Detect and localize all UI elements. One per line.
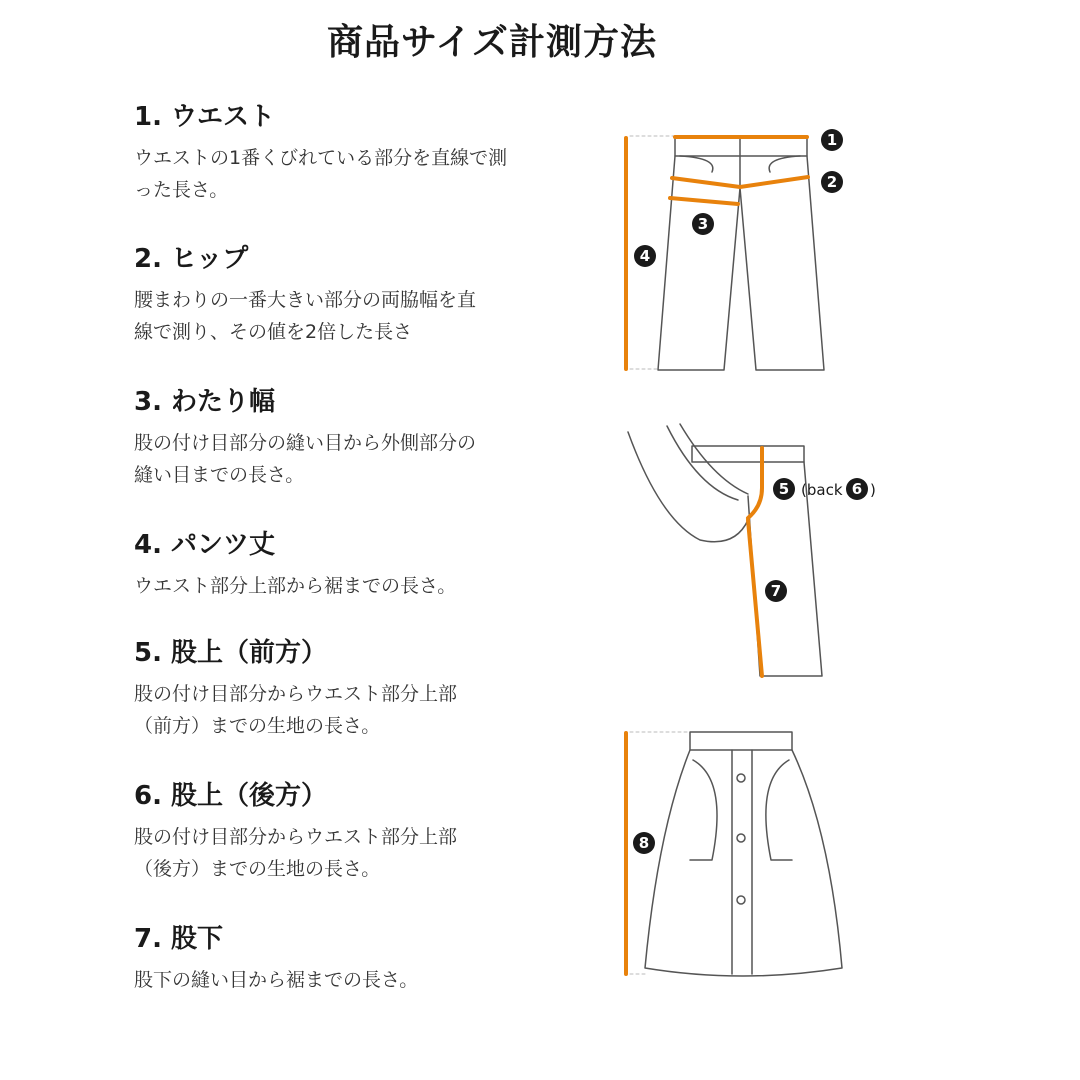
item-heading: 7. 股下 bbox=[134, 924, 224, 954]
item-description: ウエストの1番くびれている部分を直線で測 った長さ。 bbox=[134, 147, 508, 201]
svg-text:2: 2 bbox=[826, 173, 838, 191]
item-inseam bbox=[134, 922, 554, 996]
item-pants-length bbox=[134, 528, 554, 602]
pants-side-illustration bbox=[628, 424, 822, 676]
svg-text:8: 8 bbox=[638, 834, 650, 852]
item-heading: 1. ウエスト bbox=[134, 102, 276, 132]
item-waist bbox=[134, 100, 554, 206]
marker-8 bbox=[633, 832, 655, 854]
marker-1 bbox=[821, 129, 843, 151]
item-heading: 3. わたり幅 bbox=[134, 387, 276, 417]
marker-2 bbox=[821, 171, 843, 193]
item-heading: 2. ヒップ bbox=[134, 244, 249, 274]
svg-text:3: 3 bbox=[697, 215, 709, 233]
back-label: (back bbox=[801, 481, 843, 499]
item-hip bbox=[134, 242, 554, 348]
marker-5 bbox=[773, 478, 795, 500]
svg-text:1: 1 bbox=[826, 131, 838, 149]
item-description: ウエスト部分上部から裾までの長さ。 bbox=[134, 575, 457, 597]
marker-3 bbox=[692, 213, 714, 235]
svg-text:7: 7 bbox=[770, 582, 782, 600]
thigh-line bbox=[670, 198, 738, 204]
svg-text:6: 6 bbox=[851, 480, 863, 498]
item-thigh-width bbox=[134, 385, 554, 491]
item-heading: 4. パンツ丈 bbox=[134, 530, 276, 560]
back-label-close: ) bbox=[870, 481, 876, 499]
svg-text:4: 4 bbox=[639, 247, 651, 265]
item-front-rise bbox=[134, 636, 554, 742]
skirt-illustration bbox=[630, 732, 842, 976]
measurement-diagram bbox=[600, 120, 900, 990]
inseam-line bbox=[748, 520, 762, 676]
item-heading: 5. 股上（前方） bbox=[134, 638, 328, 668]
page-title: 商品サイズ計測方法 bbox=[326, 22, 658, 63]
item-heading: 6. 股上（後方） bbox=[134, 781, 328, 811]
item-description: 腰まわりの一番大きい部分の両脇幅を直 線で測り、その値を2倍した長さ bbox=[134, 289, 477, 343]
marker-7 bbox=[765, 580, 787, 602]
item-description: 股下の縫い目から裾までの長さ。 bbox=[134, 969, 419, 991]
svg-text:5: 5 bbox=[778, 480, 790, 498]
pants-front-illustration bbox=[630, 136, 824, 370]
marker-4 bbox=[634, 245, 656, 267]
diagram-svg bbox=[600, 120, 900, 990]
item-description: 股の付け目部分からウエスト部分上部 （前方）までの生地の長さ。 bbox=[134, 683, 458, 737]
item-description: 股の付け目部分の縫い目から外側部分の 縫い目までの長さ。 bbox=[134, 432, 477, 486]
front-rise-line bbox=[748, 448, 762, 518]
item-back-rise bbox=[134, 779, 554, 885]
marker-6 bbox=[846, 478, 868, 500]
item-description: 股の付け目部分からウエスト部分上部 （後方）までの生地の長さ。 bbox=[134, 826, 458, 880]
